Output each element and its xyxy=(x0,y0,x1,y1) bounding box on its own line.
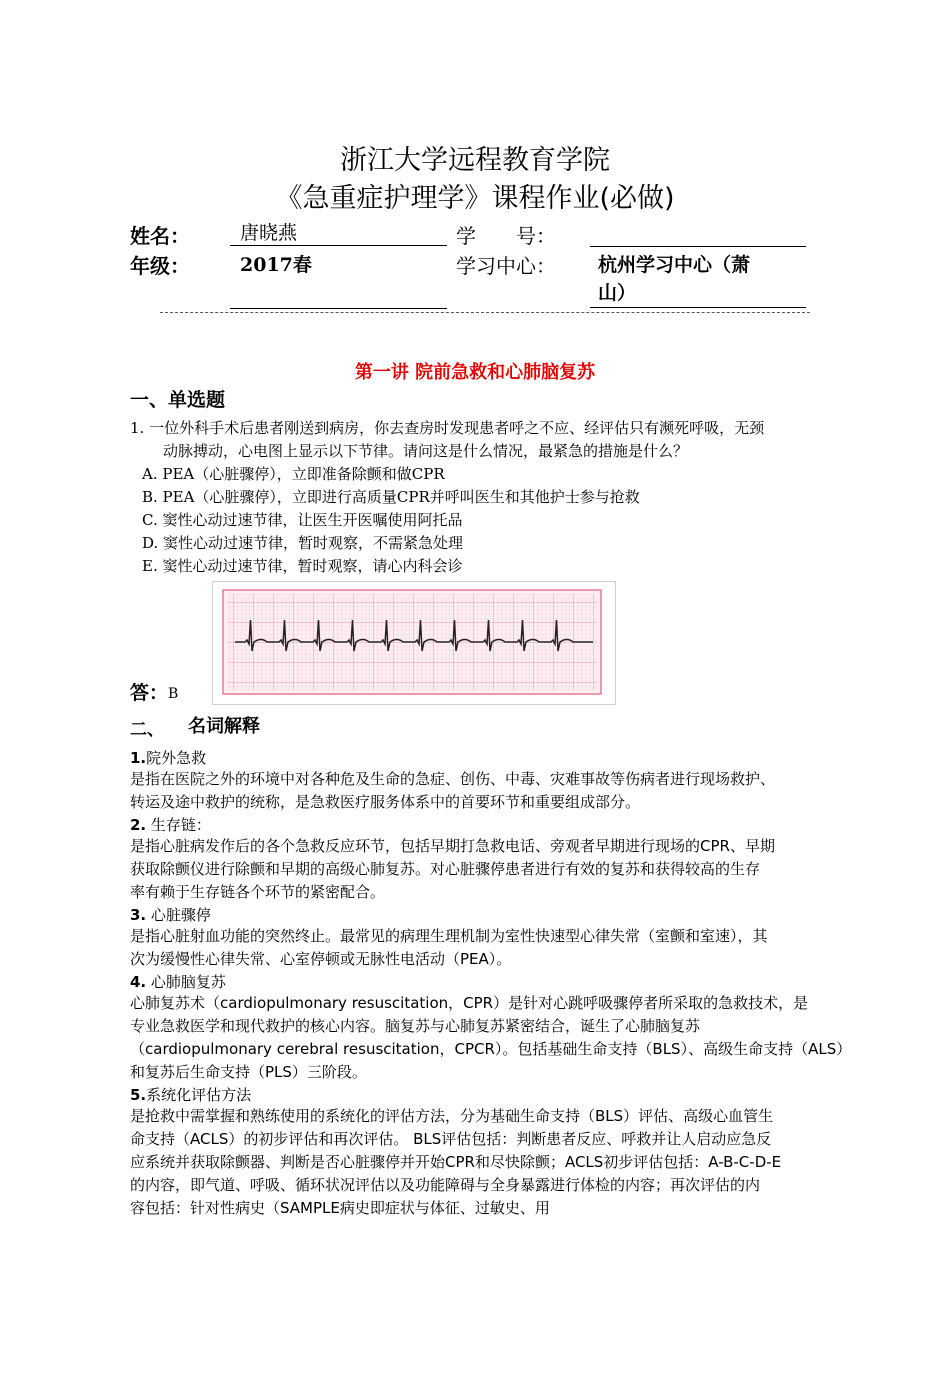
term-number: 2. xyxy=(130,816,147,834)
term-number: 4. xyxy=(130,973,147,991)
answer-value: B xyxy=(168,686,179,702)
term-definition-line: 心肺复苏术（cardiopulmonary resuscitation，CPR）是针对心跳呼吸骤停者所采取的急救技术，是 xyxy=(130,994,809,1012)
term-heading xyxy=(130,904,211,926)
term-heading xyxy=(130,971,226,993)
grade-label: 年级： xyxy=(130,254,190,278)
ecg-strip-image xyxy=(212,581,616,705)
term-name: 心脏骤停 xyxy=(146,906,211,924)
name-value: 唐晓燕 xyxy=(230,218,447,246)
option-e: E. 窦性心动过速节律，暂时观察，请心内科会诊 xyxy=(142,557,463,575)
term-definition-line: （cardiopulmonary cerebral resuscitation，CPCR）。包括基础生命支持（BLS）、高级生命支持（ALS） xyxy=(130,1040,852,1058)
term-definition-line: 的内容，即气道、呼吸、循环状况评估以及功能障碍与全身暴露进行体检的内容；再次评估的内 xyxy=(130,1176,761,1194)
term-definition-line: 次为缓慢性心律失常、心室停顿或无脉性电活动（PEA）。 xyxy=(130,950,512,968)
term-heading xyxy=(130,814,211,836)
question-text-line2: 动脉搏动，心电图上显示以下节律。请问这是什么情况，最紧急的措施是什么？ xyxy=(163,442,689,460)
section-2-title: 名词解释 xyxy=(188,716,260,737)
term-definition-line: 应系统并获取除颤器、判断是否心脏骤停并开始CPR和尽快除颤；ACLS初步评估包括：A-B-C-D-E xyxy=(130,1153,782,1171)
option-b: B. PEA（心脏骤停），立即进行高质量CPR并呼叫医生和其他护士参与抢救 xyxy=(142,488,640,506)
term-definition-line: 是指心脏病发作后的各个急救反应环节，包括早期打急救电话、旁观者早期进行现场的CPR、早期 xyxy=(130,837,775,855)
term-heading xyxy=(130,1084,251,1106)
center-label: 学习中心： xyxy=(456,254,556,278)
id-value-line xyxy=(590,218,806,247)
term-definition-line: 是指在医院之外的环境中对各种危及生命的急症、创伤、中毒、灾难事故等伤病者进行现场救护、 xyxy=(130,770,776,788)
question-text-line1: 1. 一位外科手术后患者刚送到病房，你去查房时发现患者呼之不应、经评估只有濒死呼吸，无颈 xyxy=(130,419,765,437)
term-definition-line: 专业急救医学和现代救护的核心内容。脑复苏与心肺复苏紧密结合，诞生了心肺脑复苏 xyxy=(130,1017,701,1035)
term-heading xyxy=(130,747,206,769)
separator-line xyxy=(160,312,810,313)
term-name: 院外急救 xyxy=(146,749,207,767)
option-a: A. PEA（心脏骤停），立即准备除颤和做CPR xyxy=(142,465,445,483)
term-number: 5. xyxy=(130,1086,147,1104)
term-definition-line: 转运及途中救护的统称，是急救医疗服务体系中的首要环节和重要组成部分。 xyxy=(130,793,641,811)
name-label: 姓名： xyxy=(130,224,190,248)
term-definition-line: 容包括：针对性病史（SAMPLE病史即症状与体征、过敏史、用 xyxy=(130,1199,550,1217)
section-1-title: 一、单选题 xyxy=(130,389,226,411)
center-value-line2: 山） xyxy=(590,278,806,308)
term-definition-line: 是抢救中需掌握和熟练使用的系统化的评估方法，分为基础生命支持（BLS）评估、高级心血管生 xyxy=(130,1107,774,1125)
term-definition-line: 和复苏后生命支持（PLS）三阶段。 xyxy=(130,1063,367,1081)
answer-label: 答： xyxy=(130,682,169,704)
center-value-line1: 杭州学习中心（萧 xyxy=(598,254,751,276)
term-name: 系统化评估方法 xyxy=(146,1086,252,1104)
section-2-number: 二、 xyxy=(130,720,164,740)
option-c: C. 窦性心动过速节律，让医生开医嘱使用阿托品 xyxy=(142,511,463,529)
term-number: 1. xyxy=(130,749,147,767)
school-title: 浙江大学远程教育学院 xyxy=(340,145,610,176)
option-d: D. 窦性心动过速节律，暂时观察，不需紧急处理 xyxy=(142,534,464,552)
id-label: 学 号： xyxy=(456,224,556,248)
grade-underline xyxy=(230,278,447,309)
term-name: 心肺脑复苏 xyxy=(146,973,226,991)
term-number: 3. xyxy=(130,906,147,924)
grade-value: 2017春 xyxy=(240,254,312,276)
course-title: 《急重症护理学》课程作业(必做) xyxy=(275,183,675,214)
term-name: 生存链： xyxy=(146,816,211,834)
term-definition-line: 命支持（ACLS）的初步评估和再次评估。 BLS评估包括：判断患者反应、呼救并让人启动应急反 xyxy=(130,1130,772,1148)
lecture-title: 第一讲 院前急救和心肺脑复苏 xyxy=(354,362,596,383)
term-definition-line: 是指心脏射血功能的突然终止。最常见的病理生理机制为室性快速型心律失常（室颤和室速），其 xyxy=(130,927,768,945)
term-definition-line: 获取除颤仪进行除颤和早期的高级心肺复苏。对心脏骤停患者进行有效的复苏和获得较高的生存 xyxy=(130,860,761,878)
ecg-rhythm-graphic xyxy=(213,582,615,704)
term-definition-line: 率有赖于生存链各个环节的紧密配合。 xyxy=(130,883,386,901)
